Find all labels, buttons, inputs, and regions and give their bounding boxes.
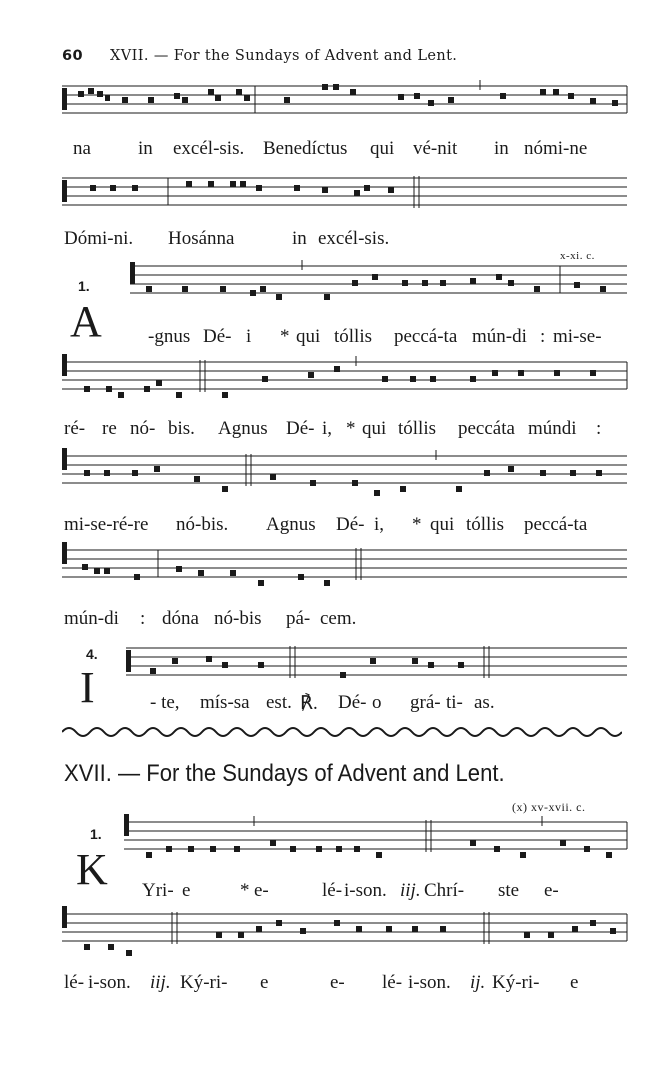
- ornamental-divider: [62, 726, 622, 738]
- staff-lines: [0, 812, 663, 872]
- lyrics-kyrie-1: [0, 880, 663, 906]
- syllable: Benedíctus: [263, 138, 348, 159]
- syllable: -gnus: [148, 326, 191, 347]
- staff-lines: [0, 76, 663, 136]
- syllable: mi-se-: [553, 326, 602, 347]
- syllable: Dé-: [203, 326, 232, 347]
- syllable: qui: [430, 514, 455, 535]
- chant-number: 1.: [90, 826, 102, 842]
- syllable: Agnus: [218, 418, 268, 439]
- staff-agnus-4: [0, 540, 663, 600]
- syllable: i: [246, 326, 252, 347]
- syllable: mún-di: [64, 608, 119, 629]
- running-head: [62, 48, 457, 64]
- syllable: est.: [266, 692, 292, 713]
- syllable: iij.: [150, 972, 171, 993]
- syllable: tóllis: [334, 326, 373, 347]
- syllable: e: [182, 880, 191, 901]
- syllable: grá-: [410, 692, 441, 713]
- syllable: mís-sa: [200, 692, 250, 713]
- staff-lines: [0, 168, 663, 218]
- syllable: Agnus: [266, 514, 316, 535]
- initial-letter: A: [70, 297, 102, 346]
- syllable: i-son.: [88, 972, 131, 993]
- syllable: nó-: [130, 418, 156, 439]
- lyrics-kyrie-2: [0, 972, 663, 998]
- syllable: cem.: [320, 608, 357, 629]
- syllable: e-: [254, 880, 269, 901]
- syllable: *: [346, 418, 356, 439]
- staff-lines: [0, 256, 663, 316]
- syllable: *: [280, 326, 290, 347]
- staff-agnus-3: [0, 446, 663, 506]
- syllable: in: [494, 138, 509, 159]
- syllable: Chrí-: [424, 880, 465, 901]
- mode-label: x-xi. c.: [560, 250, 595, 262]
- syllable: Hosánna: [168, 228, 235, 249]
- lyrics-agnus-3: [0, 514, 663, 540]
- initial-letter: I: [80, 663, 95, 712]
- syllable: nómi-ne: [524, 138, 588, 159]
- syllable: ti-: [446, 692, 463, 713]
- syllable: in: [292, 228, 307, 249]
- syllable: excél-sis.: [173, 138, 245, 159]
- syllable: nó-bis.: [176, 514, 229, 535]
- syllable: i-son.: [344, 880, 387, 901]
- syllable: i-son.: [408, 972, 451, 993]
- syllable: Dé-: [338, 692, 367, 713]
- syllable: tóllis: [466, 514, 505, 535]
- staff-agnus-2: [0, 352, 663, 412]
- syllable: ℟.: [300, 693, 318, 714]
- mode-label: (x) xv-xvii. c.: [512, 800, 586, 814]
- syllable: *: [240, 880, 250, 901]
- syllable: in: [138, 138, 153, 159]
- syllable: lé-: [322, 880, 343, 901]
- syllable: as.: [474, 692, 495, 713]
- syllable: nó-bis: [214, 608, 262, 629]
- syllable: :: [540, 326, 546, 347]
- syllable: iij.: [400, 880, 421, 901]
- chant-number: 4.: [86, 646, 98, 662]
- syllable: e: [260, 972, 269, 993]
- syllable: vé-nit: [413, 138, 458, 159]
- syllable: na: [73, 138, 91, 159]
- syllable: dóna: [162, 608, 199, 629]
- syllable: Dómi-ni.: [64, 228, 134, 249]
- syllable: ste: [498, 880, 520, 901]
- syllable: - te,: [150, 692, 180, 713]
- syllable: lé-: [382, 972, 403, 993]
- staff-lines: [0, 540, 663, 600]
- staff-lines: [0, 638, 663, 688]
- lyrics-agnus-1: [0, 326, 663, 352]
- staff-agnus-1: [0, 256, 663, 316]
- syllable: i,: [374, 514, 385, 535]
- syllable: Ký-ri-: [492, 972, 540, 993]
- syllable: *: [412, 514, 422, 535]
- initial-letter: K: [76, 845, 108, 894]
- syllable: :: [596, 418, 602, 439]
- syllable: ré-: [64, 418, 86, 439]
- syllable: tóllis: [398, 418, 437, 439]
- syllable: qui: [296, 326, 321, 347]
- syllable: mi-se-ré-re: [64, 514, 149, 535]
- lyrics-ite: [0, 692, 663, 718]
- staff-lines: [0, 352, 663, 412]
- syllable: :: [140, 608, 146, 629]
- syllable: o: [372, 692, 382, 713]
- syllable: lé-: [64, 972, 85, 993]
- staff-kyrie-2: [0, 904, 663, 964]
- staff-gloria-1: [0, 76, 663, 136]
- staff-kyrie-1: [0, 812, 663, 872]
- syllable: excél-sis.: [318, 228, 390, 249]
- chant-number: 1.: [78, 278, 90, 294]
- syllable: peccáta: [458, 418, 515, 439]
- syllable: peccá-ta: [524, 514, 588, 535]
- syllable: Dé-: [286, 418, 315, 439]
- lyrics-agnus-2: [0, 418, 663, 444]
- syllable: múndi: [528, 418, 577, 439]
- syllable: Yri-: [142, 880, 174, 901]
- syllable: Ký-ri-: [180, 972, 228, 993]
- syllable: e: [570, 972, 579, 993]
- syllable: qui: [370, 138, 395, 159]
- syllable: i,: [322, 418, 333, 439]
- staff-lines: [0, 446, 663, 506]
- syllable: pá-: [286, 608, 311, 629]
- staff-gloria-2: [0, 168, 663, 218]
- lyrics-gloria-1: [0, 138, 663, 164]
- page-number: 60: [62, 48, 83, 64]
- syllable: qui: [362, 418, 387, 439]
- running-title: XVII. — For the Sundays of Advent and Lent.: [110, 48, 458, 64]
- syllable: e-: [330, 972, 345, 993]
- syllable: bis.: [168, 418, 195, 439]
- section-title: XVII. — For the Sundays of Advent and Lent.: [64, 760, 505, 787]
- syllable: mún-di: [472, 326, 527, 347]
- syllable: peccá-ta: [394, 326, 458, 347]
- syllable: ij.: [470, 972, 486, 993]
- syllable: re: [102, 418, 117, 439]
- syllable: Dé-: [336, 514, 365, 535]
- staff-lines: [0, 904, 663, 964]
- lyrics-agnus-4: [0, 608, 663, 634]
- staff-ite: [0, 638, 663, 688]
- syllable: e-: [544, 880, 559, 901]
